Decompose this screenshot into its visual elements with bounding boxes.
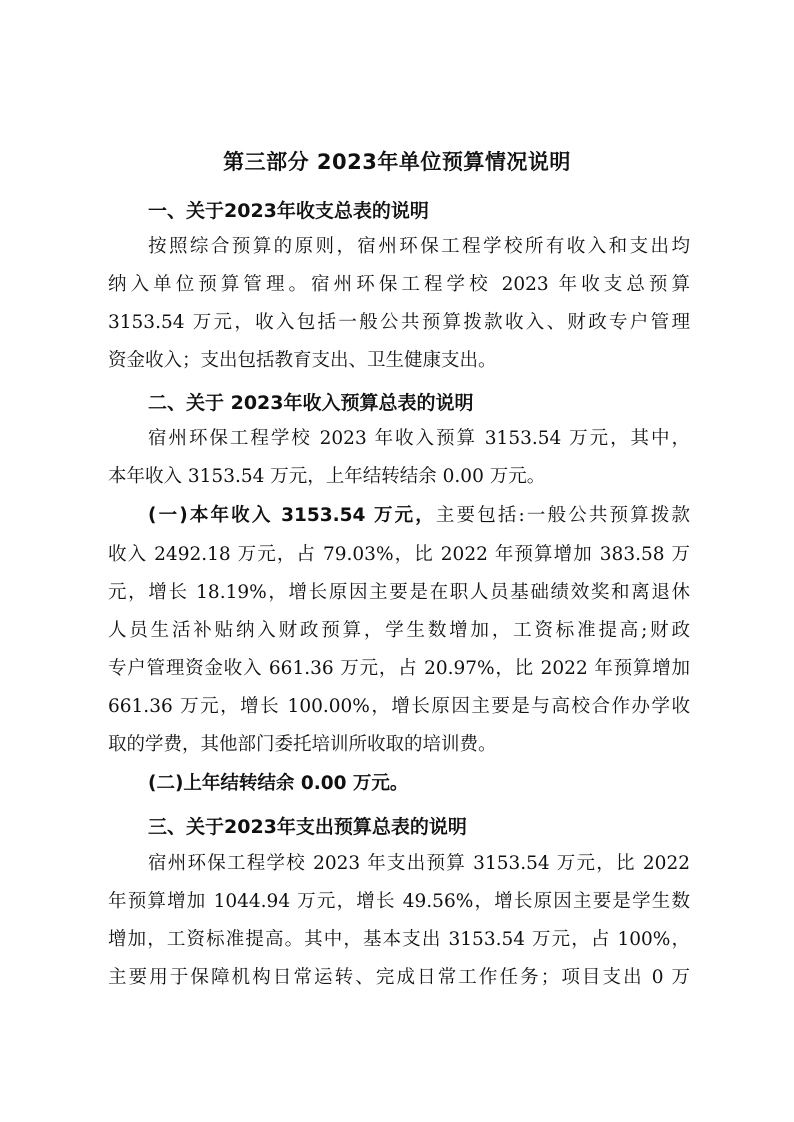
section1-line-1: 按照综合预算的原则，宿州环保工程学校所有收入和支出均 <box>148 236 690 257</box>
sub1-lead-rest: 主要包括:一般公共预算拨款 <box>435 505 690 526</box>
sub1-line-3: 人员生活补贴纳入财政预算，学生数增加，工资标准提高;财政 <box>108 620 690 641</box>
section1-line-2: 纳入单位预算管理。宿州环保工程学校 2023 年收支总预算 <box>108 274 690 295</box>
sub1-bold-lead: (一)本年收入 3153.54 万元， <box>148 505 436 526</box>
section1-line-3: 3153.54 万元，收入包括一般公共预算拨款收入、财政专户管理 <box>108 312 690 333</box>
section1-line-4: 资金收入；支出包括教育支出、卫生健康支出。 <box>108 350 497 371</box>
sub1-line-6: 取的学费，其他部门委托培训所收取的培训费。 <box>108 734 497 755</box>
section2-heading: 二、关于 2023年收入预算总表的说明 <box>148 392 474 414</box>
page-title: 第三部分 2023年单位预算情况说明 <box>223 150 571 174</box>
section2-line-1: 宿州环保工程学校 2023 年收入预算 3153.54 万元，其中， <box>148 428 690 449</box>
section3-heading: 三、关于2023年支出预算总表的说明 <box>148 816 467 838</box>
sub1-line-4: 专户管理资金收入 661.36 万元，占 20.97%，比 2022 年预算增加 <box>108 658 690 679</box>
sub1-line-5: 661.36 万元，增长 100.00%，增长原因主要是与高校合作办学收 <box>108 696 690 717</box>
section3-line-2: 年预算增加 1044.94 万元，增长 49.56%，增长原因主要是学生数 <box>108 891 690 912</box>
sub1-line-1: 收入 2492.18 万元，占 79.03%，比 2022 年预算增加 383.58 万 <box>108 544 690 565</box>
section2-line-2: 本年收入 3153.54 万元，上年结转结余 0.00 万元。 <box>108 466 546 487</box>
sub2-line: (二)上年结转结余 0.00 万元。 <box>148 773 409 794</box>
section3-line-4: 主要用于保障机构日常运转、完成日常工作任务；项目支出 0 万 <box>108 967 690 988</box>
section3-line-1: 宿州环保工程学校 2023 年支出预算 3153.54 万元，比 2022 <box>148 853 690 874</box>
section3-line-3: 增加，工资标准提高。其中，基本支出 3153.54 万元，占 100%， <box>108 929 690 950</box>
section1-heading: 一、关于2023年收支总表的说明 <box>148 200 429 222</box>
sub1-line-2: 元，增长 18.19%，增长原因主要是在职人员基础绩效奖和离退休 <box>108 582 690 603</box>
sub1-first-line <box>148 504 690 528</box>
